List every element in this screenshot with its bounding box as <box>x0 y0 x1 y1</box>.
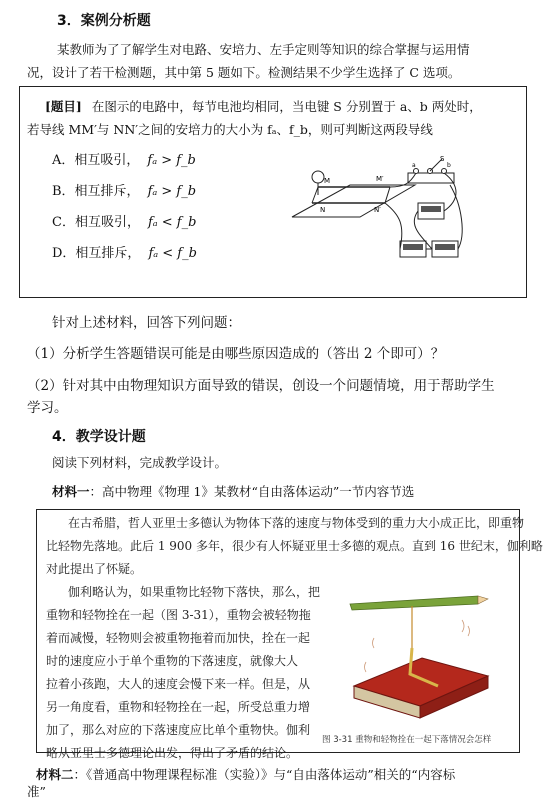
option-a-relation: fₐ > f_b <box>147 153 196 168</box>
circuit-diagram <box>290 155 470 275</box>
option-d <box>52 242 197 261</box>
option-c-relation: fₐ < f_b <box>147 215 197 230</box>
material-2-label: 材料二 <box>36 767 74 782</box>
text-line-4: 伽利略认为，如果重物比轻物下落快，那么，把 <box>68 585 321 599</box>
option-b-relation: fₐ > f_b <box>147 184 197 199</box>
falling-objects-figure <box>312 578 514 730</box>
label-s: S <box>440 155 445 163</box>
option-a <box>52 149 196 168</box>
text-line-2: 比轻物先落地。此后 1 900 多年，很少有人怀疑亚里士多德的观点。直到 16 世纪末，伽利略 <box>46 539 543 553</box>
figure-caption: 图 3-31 重物和轻物拴在一起下落情况会怎样 <box>322 735 492 745</box>
text-line-8: 拉着小孩跑，大人的速度会慢下来一样。但是，从 <box>46 677 311 691</box>
text-line-10: 加了，那么对应的下落速度应比单个重物快。伽利 <box>46 723 311 737</box>
base-board <box>292 185 415 217</box>
option-a-label: A．相互吸引， <box>52 153 140 168</box>
label-n2: N′ <box>374 206 381 214</box>
pencil-icon <box>350 596 478 610</box>
section-3-intro-line2: 况，设计了若干检测题，其中第 5 题如下。检测结果不少学生选择了 C 选项。 <box>27 65 461 80</box>
option-b <box>52 180 196 199</box>
option-c <box>52 211 196 230</box>
section-4-intro: 阅读下列材料，完成教学设计。 <box>52 455 228 470</box>
option-c-label: C．相互吸引， <box>52 215 140 230</box>
label-n: N <box>320 206 326 214</box>
question-2-line1: （2）针对其中由物理知识方面导致的错误，创设一个问题情境，用于帮助学生 <box>27 378 495 394</box>
section-3-intro-line1: 某教师为了了解学生对电路、安培力、左手定则等知识的综合掌握与运用情 <box>57 42 470 57</box>
label-m: M <box>324 177 331 185</box>
question-1: （1）分析学生答题错误可能是由哪些原因造成的（答出 2 个即可）？ <box>27 346 445 362</box>
text-line-6: 着而减慢，轻物则会被重物拖着而加快，拴在一起 <box>46 631 311 645</box>
text-line-1: 在古希腊，哲人亚里士多德认为物体下落的速度与物体受到的重力大小成正比，即重物 <box>68 516 525 530</box>
problem-line1 <box>45 95 482 118</box>
material-2-line2: 准” <box>27 784 46 799</box>
text-line-3: 对此提出了怀疑。 <box>46 562 143 576</box>
bulb-icon <box>312 171 324 183</box>
section-4-title: 4．教学设计题 <box>52 429 146 445</box>
problem-line2: 若导线 MM′与 NN′之间的安培力的大小为 fₐ、f_b，则可判断这两段导线 <box>27 122 433 137</box>
questions-lead: 针对上述材料，回答下列问题： <box>52 315 241 331</box>
text-line-9: 另一角度看，重物和轻物拴在一起，所受总重力增 <box>46 700 311 714</box>
material-2-heading <box>36 763 455 786</box>
material-2-desc: ：《普通高中物理课程标准（实验）》与“自由落体运动”相关的“内容标 <box>73 767 456 782</box>
label-b: b <box>447 162 451 169</box>
label-a: a <box>412 162 416 169</box>
text-line-5: 重物和轻物拴在一起（图 3-31），重物会被轻物拖 <box>46 608 311 622</box>
problem-text-1: 在图示的电路中，每节电池均相同，当电键 S 分别置于 a、b 两处时， <box>91 99 482 114</box>
problem-tag: [题目] <box>45 99 82 114</box>
text-line-7: 时的速度应小于单个重物的下落速度，就像大人 <box>46 654 299 668</box>
material-1-label: 材料一 <box>52 484 90 499</box>
option-d-relation: fₐ < f_b <box>148 246 197 261</box>
option-b-label: B．相互排斥， <box>52 184 140 199</box>
text-line-11: 略从亚里士多德理论出发，得出了矛盾的结论。 <box>46 746 299 760</box>
option-d-label: D．相互排斥， <box>52 246 141 261</box>
material-1-heading <box>52 480 414 503</box>
question-2-line2: 学习。 <box>27 400 68 416</box>
material-1-desc: ：高中物理《物理 1》某教材“自由落体运动”一节内容节选 <box>89 484 415 499</box>
section-3-title: 3．案例分析题 <box>57 13 151 29</box>
label-m2: M′ <box>376 175 384 183</box>
